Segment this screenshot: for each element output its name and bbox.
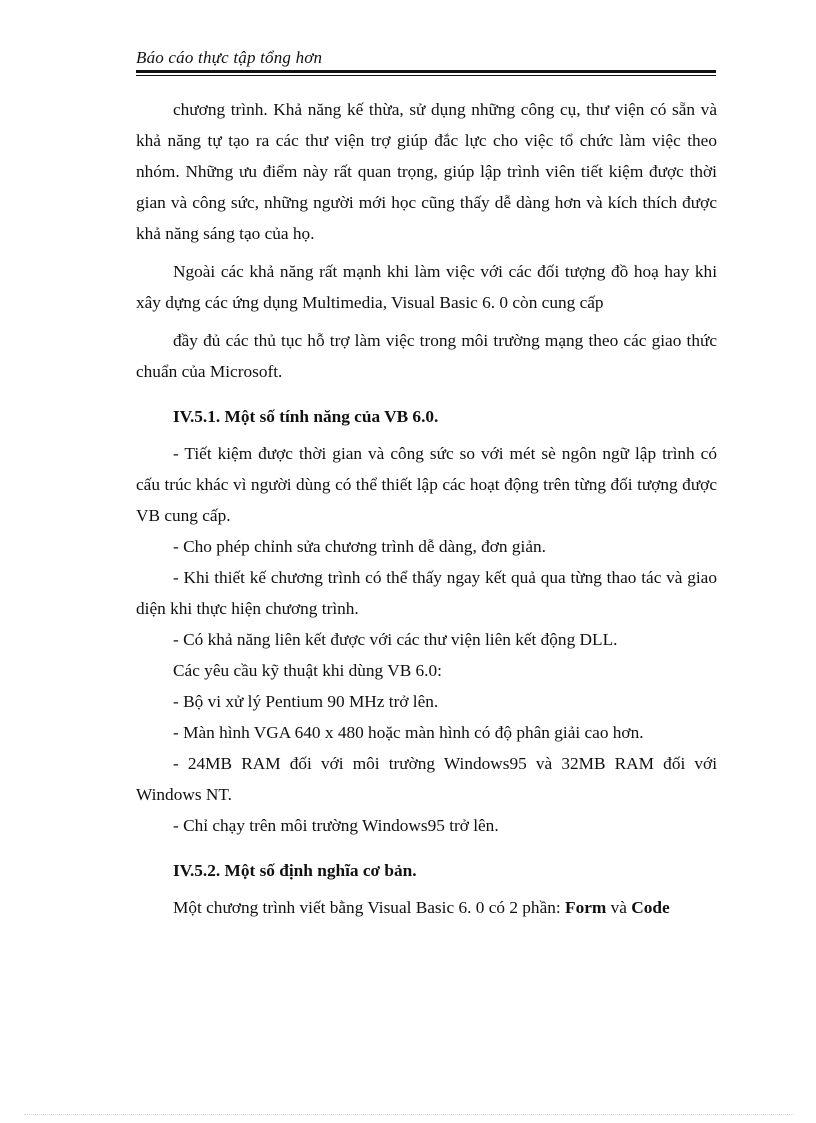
header-rule-thin [136,75,716,76]
connector-text: và [606,898,632,917]
requirement-item: - Màn hình VGA 640 x 480 hoặc màn hình có độ phân giải cao hơn. [173,723,644,742]
code-term: Code [631,898,670,917]
paragraph-continuation: chương trình. Khả năng kế thừa, sử dụng những công cụ, thư viện có sẵn và khả năng tự tạo ra các thư viện trợ giúp đắc lực cho việc tổ chức làm việc theo nhóm. Những ưu điểm này rất quan trọng, giúp lập trình viên tiết kiệm được thời gian và công sức, những người mới học cũng thấy dễ dàng hơn và kích thích được khả năng sáng tạo của họ. [136,100,717,243]
section-heading-definitions: IV.5.2. Một số định nghĩa cơ bản. [173,861,417,880]
footer-divider [24,1114,794,1115]
feature-item: - Cho phép chỉnh sửa chương trình dễ dàng, đơn giản. [173,537,546,556]
paragraph-graphics: Ngoài các khả năng rất mạnh khi làm việc với các đối tượng đồ hoạ hay khi xây dựng các ứng dụng Multimedia, Visual Basic 6. 0 còn cung cấp [136,262,717,312]
requirement-item: - 24MB RAM đối với môi trường Windows95 và 32MB RAM đối với Windows NT. [136,754,717,804]
form-term: Form [565,898,607,917]
feature-item: - Có khả năng liên kết được với các thư viện liên kết động DLL. [173,630,618,649]
requirements-intro: Các yêu cầu kỹ thuật khi dùng VB 6.0: [173,661,442,680]
document-body [136,94,717,923]
section-heading-features: IV.5.1. Một số tính năng của VB 6.0. [173,407,439,426]
feature-item: - Khi thiết kế chương trình có thể thấy ngay kết quả qua từng thao tác và giao diện khi thực hiện chương trình. [136,568,717,618]
paragraph-network: đầy đủ các thủ tục hỗ trợ làm việc trong môi trường mạng theo các giao thức chuẩn của Microsoft. [136,331,717,381]
requirement-item: - Bộ vi xử lý Pentium 90 MHz trở lên. [173,692,439,711]
page-header [136,48,716,76]
header-title: Báo cáo thực tập tổng hơn [136,48,323,67]
header-rule-thick [136,70,716,73]
requirement-item: - Chỉ chạy trên môi trường Windows95 trở lên. [173,816,499,835]
feature-item: - Tiết kiệm được thời gian và công sức so với mét sè ngôn ngữ lập trình có cấu trúc khác vì người dùng có thể thiết lập các hoạt động trên từng đối tượng được VB cung cấp. [136,444,717,525]
definition-text: Một chương trình viết bằng Visual Basic 6. 0 có 2 phần: [173,898,566,917]
paragraph-form-code [136,892,717,923]
